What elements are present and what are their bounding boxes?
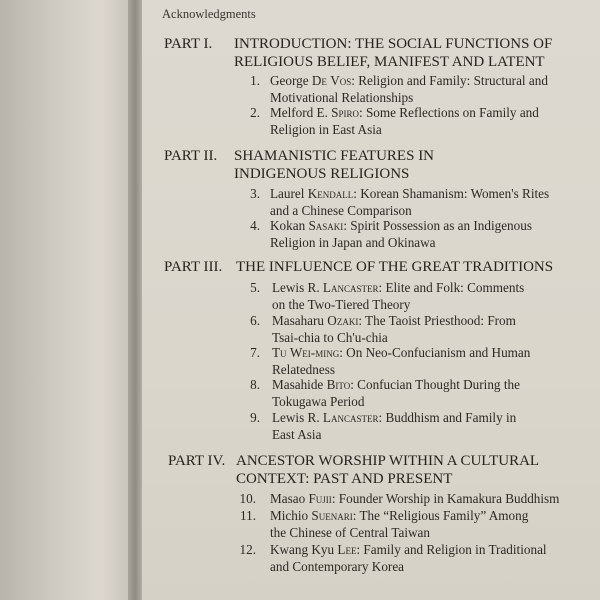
acknowledgments-heading: Acknowledgments <box>162 7 256 21</box>
chapter-title-line: Masaharu Ozaki: The Taoist Priesthood: From <box>272 313 516 328</box>
chapter-title-line: and Contemporary Korea <box>270 559 405 574</box>
chapter-title-line: Masahide Bito: Confucian Thought During the <box>272 377 520 392</box>
part-title-line: INDIGENOUS RELIGIONS <box>234 166 410 182</box>
chapter-number: 8. <box>250 377 260 392</box>
chapter-title-line: Relatedness <box>272 362 335 377</box>
chapter-number: 10. <box>239 491 256 506</box>
chapter-number: 11. <box>240 508 256 523</box>
part-title-line: CONTEXT: PAST AND PRESENT <box>236 471 453 487</box>
chapter-title-line: the Chinese of Central Taiwan <box>270 525 430 540</box>
chapter-title-line: on the Two-Tiered Theory <box>272 297 411 312</box>
chapter-number: 12. <box>239 542 256 557</box>
chapter-number: 9. <box>250 410 260 425</box>
part-title-line: THE INFLUENCE OF THE GREAT TRADITIONS <box>236 259 554 275</box>
chapter-number: 5. <box>250 280 260 295</box>
chapter-title-line: and a Chinese Comparison <box>270 203 412 218</box>
chapter-number: 1. <box>250 73 260 88</box>
chapter-title-line: Tu Wei-ming: On Neo-Confucianism and Human <box>272 345 531 360</box>
part-number: PART II. <box>164 148 218 164</box>
part-number: PART III. <box>164 259 223 275</box>
book-left-page <box>0 0 134 600</box>
part-number: PART IV. <box>168 453 226 469</box>
part-title-line: ANCESTOR WORSHIP WITHIN A CULTURAL <box>236 453 540 469</box>
chapter-number: 4. <box>250 218 260 233</box>
chapter-title-line: George De Vos: Religion and Family: Structural and <box>270 73 548 88</box>
chapter-title-line: Religion in East Asia <box>270 122 382 137</box>
chapter-title-line: Lewis R. Lancaster: Buddhism and Family in <box>272 410 517 425</box>
chapter-title-line: Religion in Japan and Okinawa <box>270 235 436 250</box>
chapter-title-line: Tokugawa Period <box>272 394 365 409</box>
part-title-line: SHAMANISTIC FEATURES IN <box>234 148 435 164</box>
chapter-title-line: Lewis R. Lancaster: Elite and Folk: Comments <box>272 280 525 295</box>
chapter-title-line: Melford E. Spiro: Some Reflections on Family and <box>270 105 539 120</box>
chapter-number: 6. <box>250 313 260 328</box>
part-title-line: INTRODUCTION: THE SOCIAL FUNCTIONS OF <box>234 36 553 52</box>
chapter-title-line: Tsai-chia to Ch'u-chia <box>272 330 388 345</box>
chapter-title-line: Masao Fujii: Founder Worship in Kamakura Buddhism <box>270 491 560 506</box>
part-title-line: RELIGIOUS BELIEF, MANIFEST AND LATENT <box>234 54 545 70</box>
chapter-title-line: East Asia <box>272 427 322 442</box>
chapter-title-line: Kokan Sasaki: Spirit Possession as an Indigenous <box>270 218 532 233</box>
chapter-number: 2. <box>250 105 260 120</box>
chapter-title-line: Michio Suenari: The “Religious Family” Among <box>270 508 529 523</box>
chapter-number: 7. <box>250 345 260 360</box>
chapter-title-line: Kwang Kyu Lee: Family and Religion in Traditional <box>270 542 547 557</box>
part-number: PART I. <box>164 36 213 52</box>
chapter-title-line: Laurel Kendall: Korean Shamanism: Women's Rites <box>270 186 550 201</box>
chapter-number: 3. <box>250 186 260 201</box>
chapter-title-line: Motivational Relationships <box>270 90 414 105</box>
